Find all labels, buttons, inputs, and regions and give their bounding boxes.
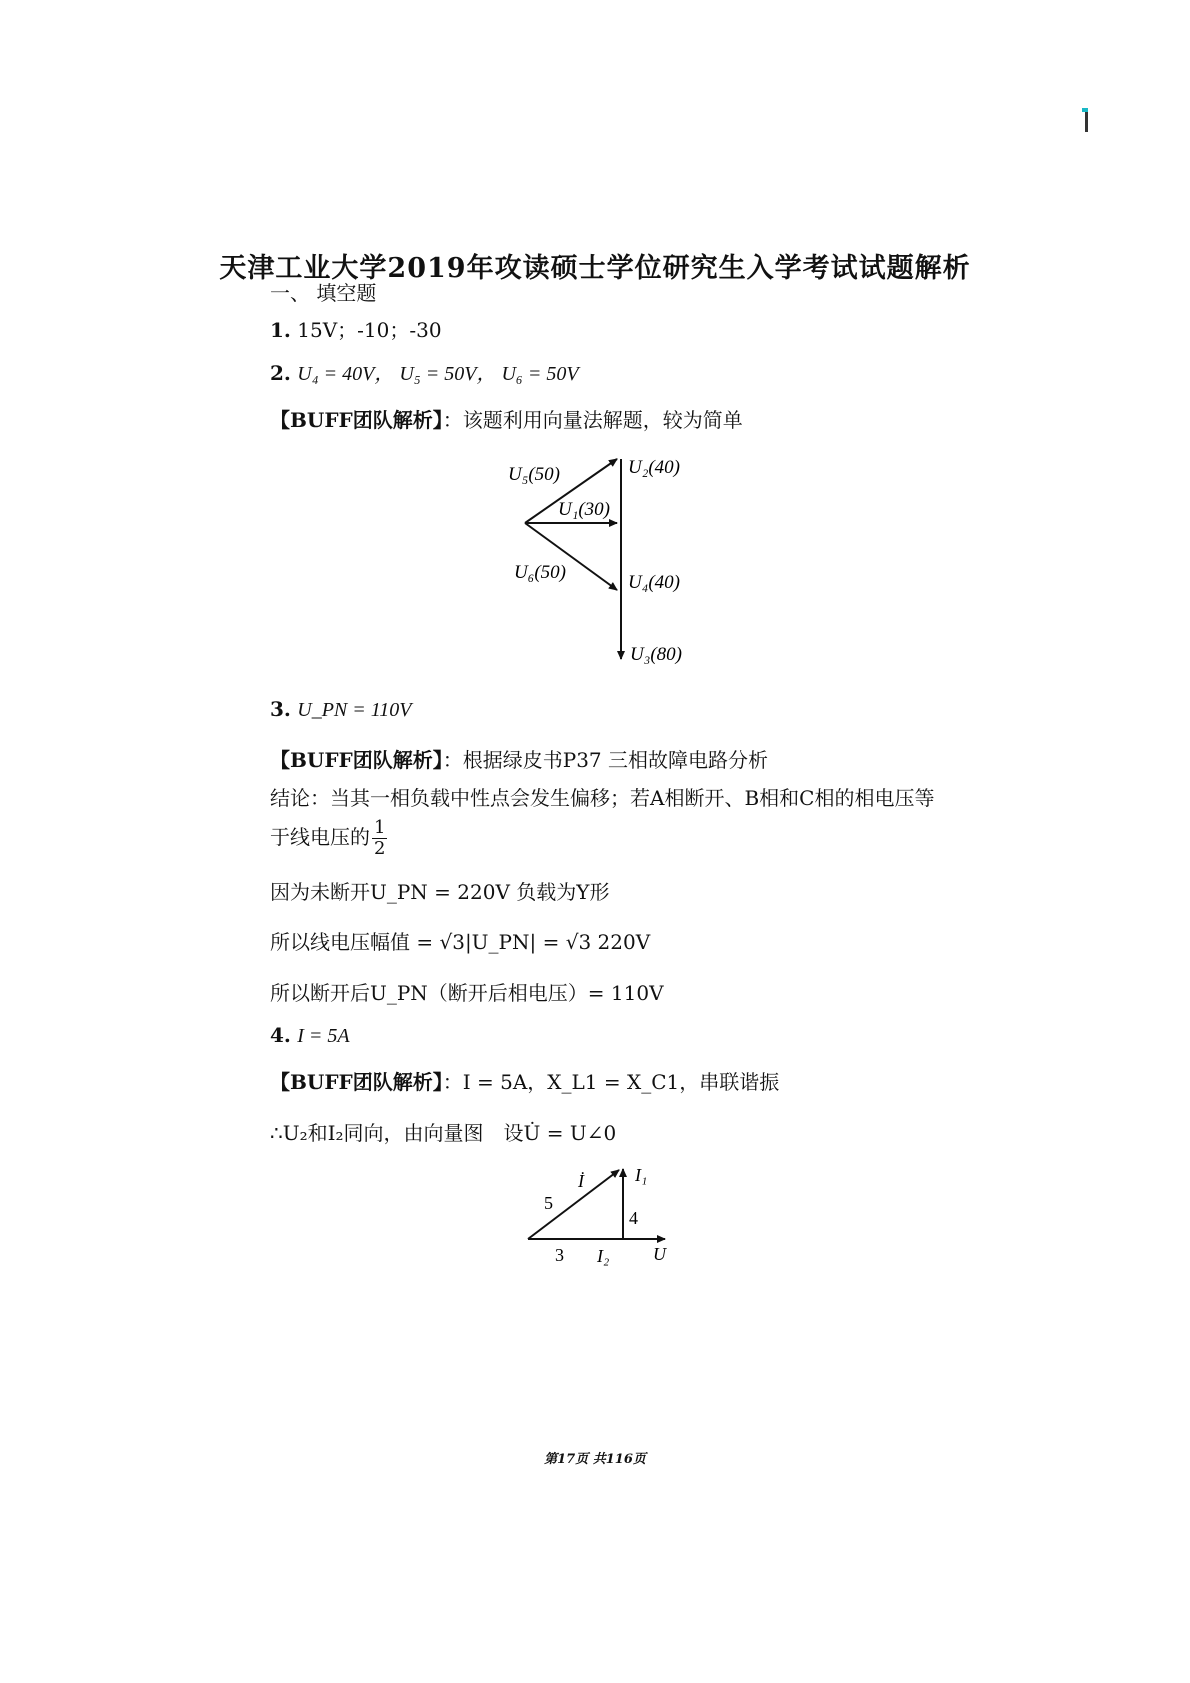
answer-text: U_PN = 110V xyxy=(297,699,412,721)
analysis-text: ：该题利用向量法解题，较为简单 xyxy=(442,408,743,432)
u2-label: U₂(40) xyxy=(628,457,680,478)
conclusion-line-1: 结论：当其一相负载中性点会发生偏移；若A相断开、B相和C相的相电压等 xyxy=(270,786,935,810)
fraction-denominator: 2 xyxy=(374,838,386,859)
i2-label: I₂ xyxy=(597,1246,610,1266)
hypotenuse-label: 5 xyxy=(544,1193,553,1213)
i-label: İ xyxy=(578,1171,584,1191)
conclusion-text: 于线电压的 xyxy=(270,825,370,849)
analysis-4 xyxy=(270,1066,779,1095)
analysis-label: 【BUFF团队解析】 xyxy=(270,748,443,772)
voltage-phasor-diagram xyxy=(500,445,730,685)
reason-line: 因为未断开U_PN = 220V 负载为Y形 xyxy=(270,880,610,904)
u-label: U xyxy=(653,1244,666,1264)
answer-text: 15V；-10；-30 xyxy=(297,318,442,342)
u6-label: U₆(50) xyxy=(514,562,566,583)
analysis-3 xyxy=(270,744,768,773)
question-number: 3. xyxy=(270,697,291,721)
result-line: 所以断开后U_PN（断开后相电压）= 110V xyxy=(270,981,664,1005)
analysis-text: ：I = 5A，X_L1 = X_C1，串联谐振 xyxy=(442,1070,780,1094)
question-number: 1. xyxy=(270,318,291,342)
u1-label: U₁(30) xyxy=(558,499,610,520)
conclusion-line-2 xyxy=(270,818,387,859)
i1-label: I₁ xyxy=(635,1165,648,1185)
question-4 xyxy=(270,1023,350,1048)
analysis-label: 【BUFF团队解析】 xyxy=(270,1070,443,1094)
question-number: 2. xyxy=(270,361,291,385)
u3-label: U₃(80) xyxy=(630,644,682,665)
i-phasor xyxy=(528,1170,619,1239)
question-1 xyxy=(270,314,442,343)
analysis-2 xyxy=(270,404,743,433)
question-2 xyxy=(270,357,579,386)
answer-text: U₄ = 40V， U₅ = 50V， U₆ = 50V xyxy=(297,363,579,385)
u4-label: U₄(40) xyxy=(628,572,680,593)
question-number: 4. xyxy=(270,1023,291,1047)
vertical-label: 4 xyxy=(629,1208,638,1228)
fraction-numerator: 1 xyxy=(374,817,386,838)
base-label: 3 xyxy=(555,1245,564,1265)
section-heading: 一、 填空题 xyxy=(270,281,377,305)
answer-text: I = 5A xyxy=(297,1025,350,1047)
phasor-setup-line: ∴U₂和I₂同向，由向量图 设U̇ = U∠0 xyxy=(270,1121,617,1145)
u5-label: U₅(50) xyxy=(508,464,560,485)
line-voltage-line: 所以线电压幅值 = √3|U_PN| = √3 220V xyxy=(270,930,651,954)
corner-mark xyxy=(1085,112,1088,132)
page-title: 天津工业大学2019年攻读硕士学位研究生入学考试试题解析 xyxy=(219,253,971,284)
analysis-text: ：根据绿皮书P37 三相故障电路分析 xyxy=(442,748,769,772)
page-footer: 第17页 共116页 xyxy=(544,1452,646,1467)
question-3 xyxy=(270,697,411,722)
analysis-label: 【BUFF团队解析】 xyxy=(270,408,443,432)
fraction-one-half xyxy=(372,818,387,859)
current-phasor-diagram xyxy=(515,1155,695,1270)
